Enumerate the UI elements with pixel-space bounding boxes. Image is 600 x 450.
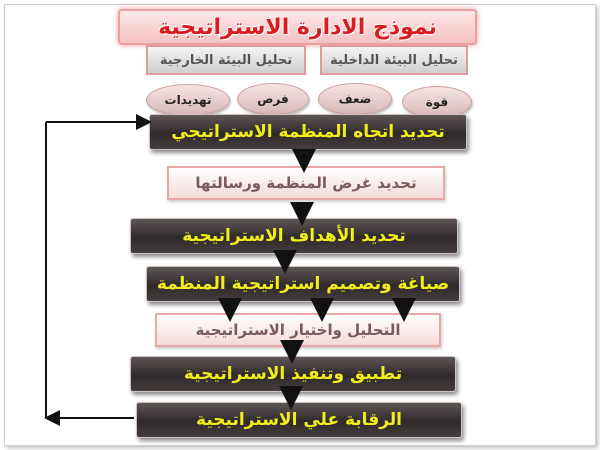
step-control: الرقابة علي الاستراتيجية — [136, 402, 462, 438]
swot-weaknesses: ضعف — [318, 83, 392, 115]
step-strategic-direction: تحديد اتجاه المنظمة الاستراتيجي — [149, 114, 467, 150]
swot-threats: تهديدات — [146, 84, 230, 116]
step-implementation: تطبيق وتنفيذ الاستراتيجية — [130, 356, 456, 392]
swot-strengths: قوة — [402, 86, 472, 118]
step-strategic-objectives: تحديد الأهداف الاستراتيجية — [130, 218, 458, 254]
external-environment-box: تحليل البيئة الخارجية — [146, 45, 306, 75]
step-strategy-formulation: صياغة وتصميم استراتيجية المنظمة — [146, 266, 460, 302]
step-analysis-choice: التحليل واختيار الاستراتيجية — [155, 313, 441, 347]
diagram-title: نموذج الادارة الاستراتيجية — [118, 9, 477, 45]
step-purpose-mission: تحديد غرض المنظمة ورسالتها — [167, 166, 445, 200]
swot-opportunities: فرص — [237, 83, 309, 115]
internal-environment-box: تحليل البيئة الداخلية — [320, 45, 468, 75]
